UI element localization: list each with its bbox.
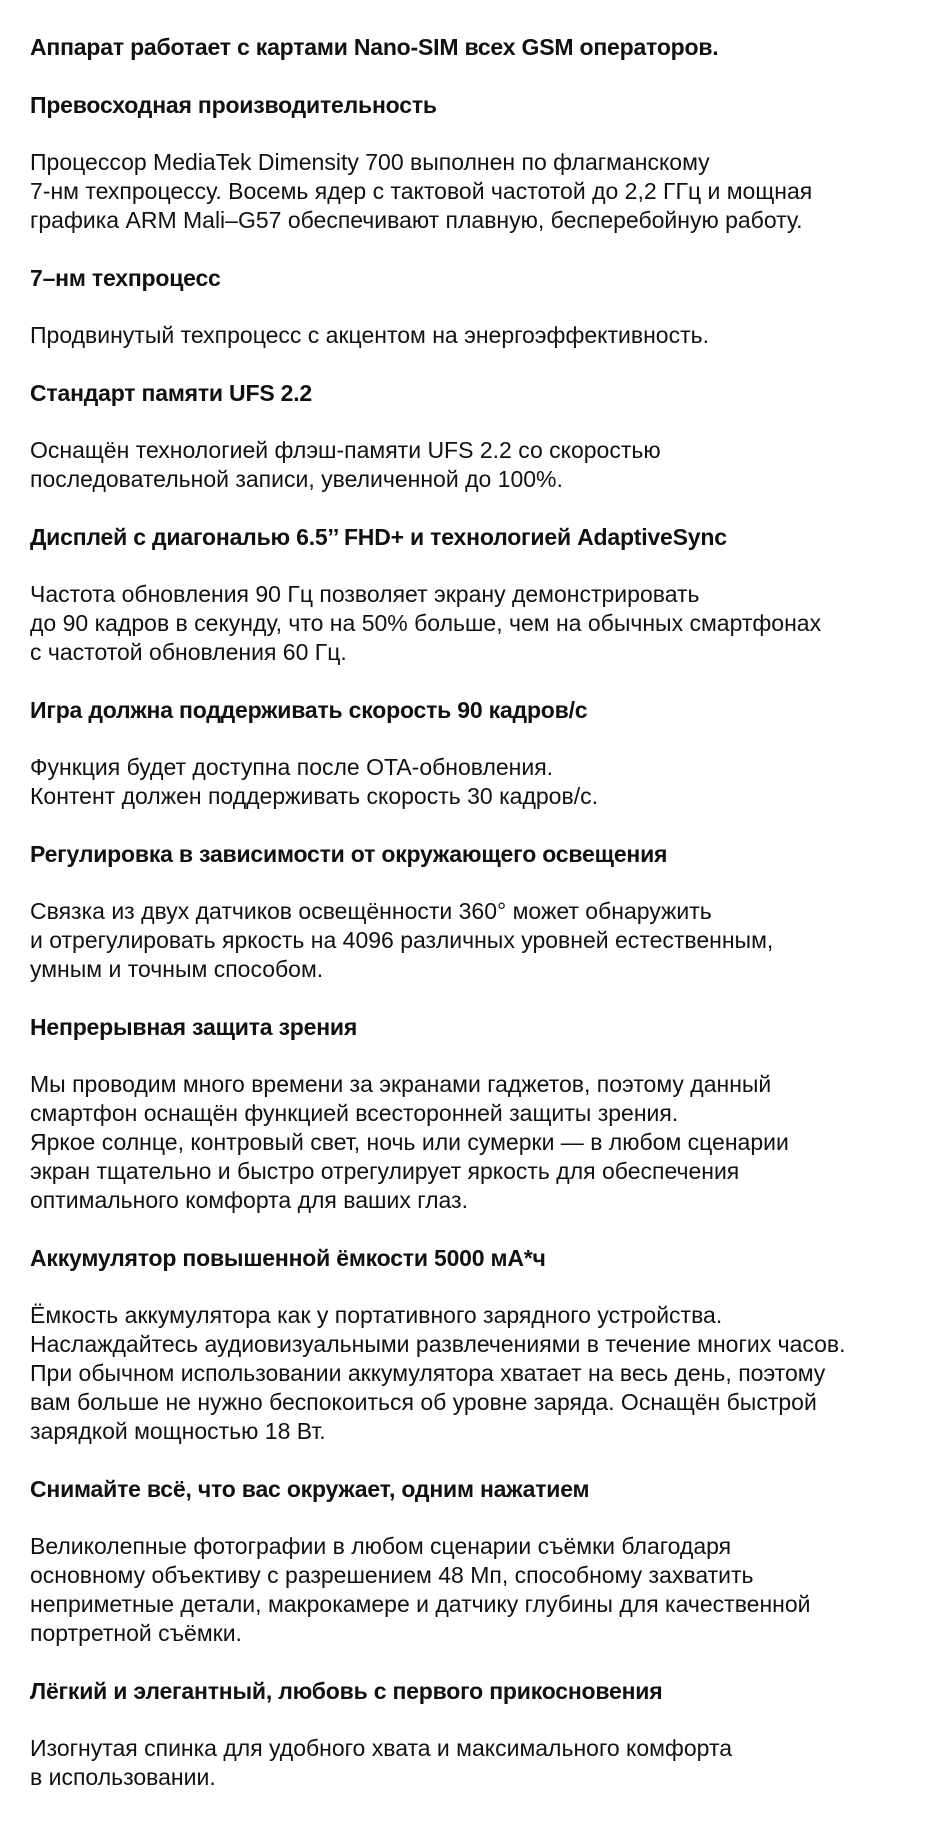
section-text: Связка из двух датчиков освещённости 360° может обнаружить и отрегулировать яркость на 4096 различных уровней естественным, умным и точным способом.	[30, 898, 774, 982]
section-heading: Дисплей с диагональю 6.5’’ FHD+ и технологией AdaptiveSync	[30, 524, 727, 550]
section-text: Функция будет доступна после OTA-обновления. Контент должен поддерживать скорость 30 кадров/с.	[30, 754, 598, 809]
section-text: Изогнутая спинка для удобного хвата и максимального комфорта в использовании.	[30, 1735, 733, 1790]
section-heading: 7–нм техпроцесс	[30, 265, 221, 291]
section-text: Процессор MediaTek Dimensity 700 выполнен по флагманскому 7-нм техпроцессу. Восемь ядер с тактовой частотой до 2,2 ГГц и мощная графика ARM Mali–G57 обеспечивают плавную, бесперебойную работу.	[30, 149, 813, 233]
section-heading: Превосходная производительность	[30, 92, 437, 118]
section-text: Оснащён технологией флэш-памяти UFS 2.2 со скоростью последовательной записи, увеличенной до 100%.	[30, 437, 661, 492]
section-battery	[30, 1243, 917, 1446]
section-ambient-light	[30, 839, 917, 984]
section-performance	[30, 90, 917, 235]
section-heading: Игра должна поддерживать скорость 90 кадров/с	[30, 697, 588, 723]
section-memory	[30, 378, 917, 494]
section-camera	[30, 1474, 917, 1648]
section-heading: Непрерывная защита зрения	[30, 1014, 358, 1040]
section-text: Продвинутый техпроцесс с акцентом на энергоэффективность.	[30, 322, 709, 348]
section-game-fps	[30, 695, 917, 811]
section-process	[30, 263, 917, 350]
section-eye-protection	[30, 1012, 917, 1215]
section-text: Великолепные фотографии в любом сценарии съёмки благодаря основному объективу с разрешением 48 Мп, способному захватить неприметные детали, макрокамере и датчику глубины для качественной портретной съёмки.	[30, 1533, 811, 1646]
section-heading: Стандарт памяти UFS 2.2	[30, 380, 313, 406]
section-heading: Снимайте всё, что вас окружает, одним нажатием	[30, 1476, 590, 1502]
section-display	[30, 522, 917, 667]
section-design	[30, 1676, 917, 1792]
section-text: Ёмкость аккумулятора как у портативного зарядного устройства. Наслаждайтесь аудиовизуальными развлечениями в течение многих часов. При обычном использовании аккумулятора хватает на весь день, поэтому вам больше не нужно беспокоиться об уровне заряда. Оснащён быстрой зарядкой мощностью 18 Вт.	[30, 1302, 846, 1444]
intro-text: Аппарат работает с картами Nano-SIM всех GSM операторов.	[30, 34, 719, 60]
section-heading: Лёгкий и элегантный, любовь с первого прикосновения	[30, 1678, 663, 1704]
section-heading: Регулировка в зависимости от окружающего освещения	[30, 841, 668, 867]
section-text: Частота обновления 90 Гц позволяет экрану демонстрировать до 90 кадров в секунду, что на 50% больше, чем на обычных смартфонах с частотой обновления 60 Гц.	[30, 581, 822, 665]
section-heading: Аккумулятор повышенной ёмкости 5000 мА*ч	[30, 1245, 546, 1271]
section-text: Мы проводим много времени за экранами гаджетов, поэтому данный смартфон оснащён функцией всесторонней защиты зрения. Яркое солнце, контровый свет, ночь или сумерки — в любом сценарии экран тщательно и быстро отрегулирует яркость для обеспечения оптимального комфорта для ваших глаз.	[30, 1071, 789, 1213]
